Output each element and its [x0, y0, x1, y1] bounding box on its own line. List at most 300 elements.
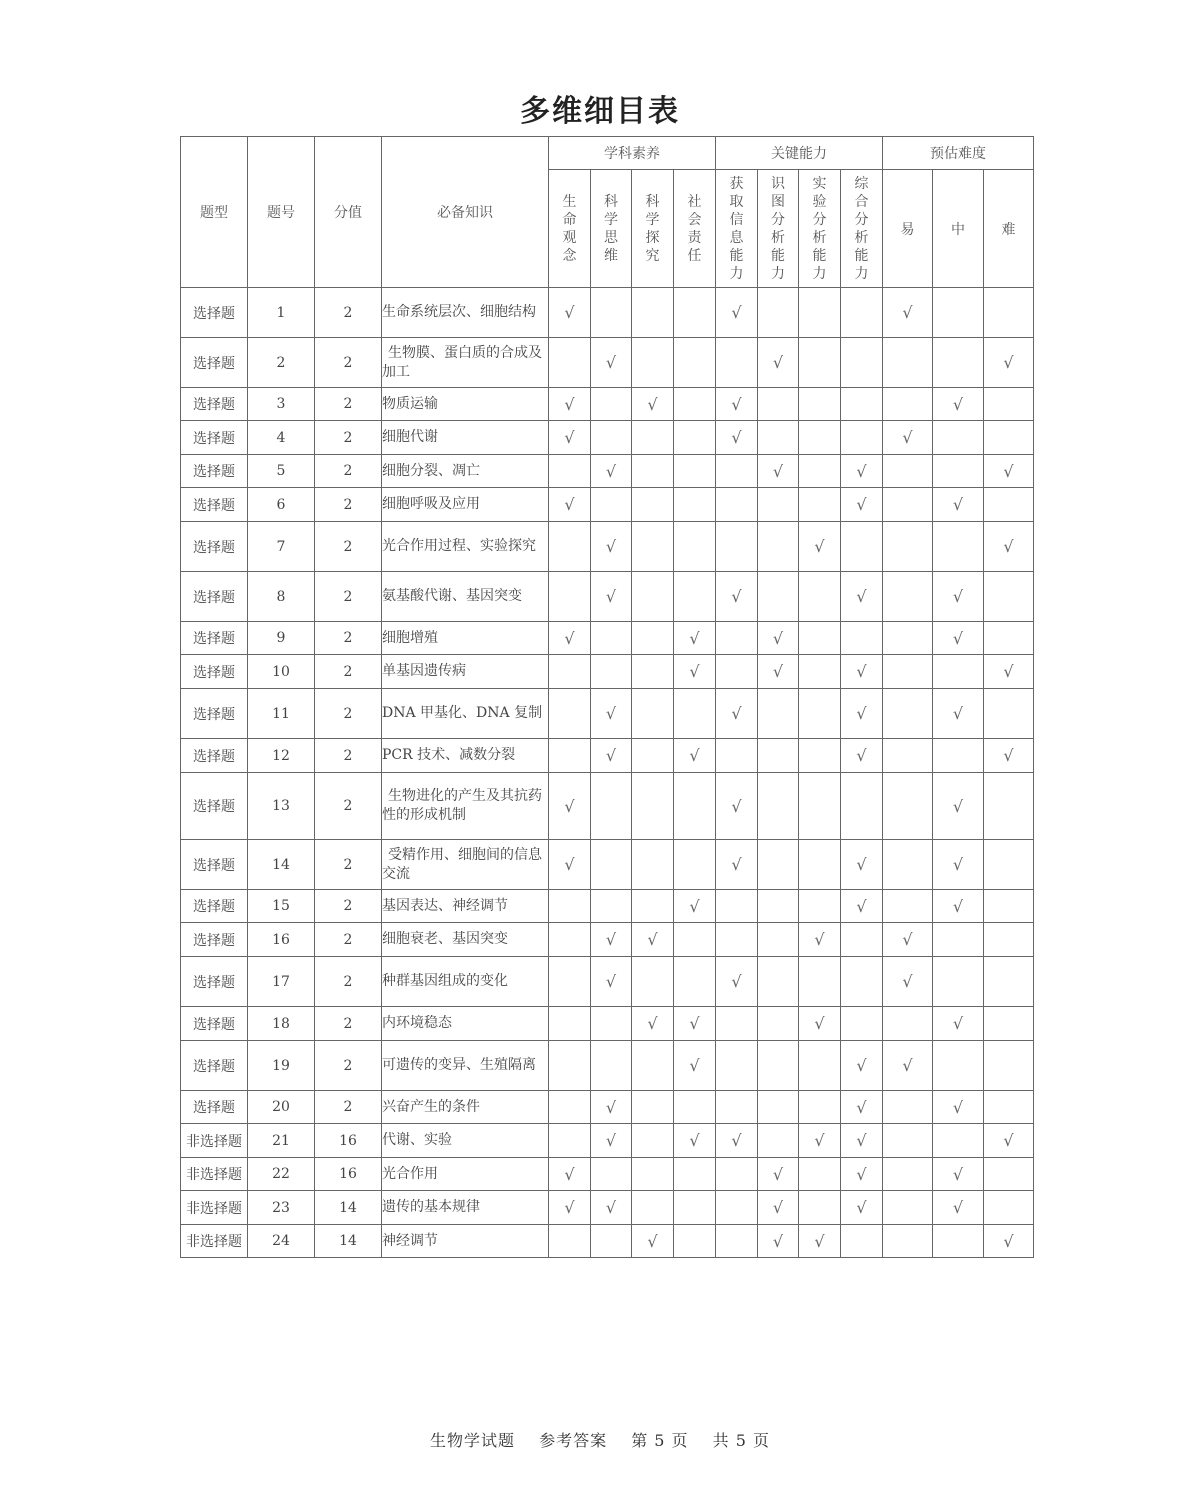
- cell-mark: [632, 572, 674, 622]
- cell-mark: [591, 488, 632, 522]
- cell-mark: [632, 388, 674, 421]
- cell-mark: [758, 1191, 799, 1225]
- cell-type: 选择题: [181, 957, 248, 1007]
- cell-number: 13: [248, 773, 315, 840]
- cell-mark: [841, 1225, 883, 1258]
- check-mark: √: [1003, 537, 1014, 556]
- cell-mark: [549, 1007, 591, 1041]
- cell-mark: [933, 455, 984, 488]
- cell-mark: [549, 890, 591, 923]
- cell-mark: [933, 689, 984, 739]
- cell-knowledge: 细胞衰老、基因突变: [382, 923, 549, 957]
- cell-mark: [674, 1191, 716, 1225]
- cell-mark: [549, 488, 591, 522]
- cell-mark: [799, 957, 841, 1007]
- cell-mark: [883, 488, 933, 522]
- check-mark: √: [772, 461, 784, 481]
- table-row: [181, 338, 1034, 388]
- cell-mark: [841, 689, 883, 739]
- check-mark: √: [689, 628, 700, 648]
- cell-mark: [591, 739, 632, 773]
- table-row: [181, 1007, 1034, 1041]
- cell-mark: [799, 288, 841, 338]
- cell-mark: [716, 388, 758, 421]
- cell-number: 15: [248, 890, 315, 923]
- cell-mark: [716, 655, 758, 689]
- cell-mark: [841, 1124, 883, 1158]
- cell-mark: [933, 1158, 984, 1191]
- cell-mark: [841, 572, 883, 622]
- cell-number: 12: [248, 739, 315, 773]
- table-row: [181, 773, 1034, 840]
- check-mark: √: [856, 662, 867, 681]
- cell-mark: [883, 1091, 933, 1124]
- table-row: [181, 923, 1034, 957]
- cell-type: 非选择题: [181, 1124, 248, 1158]
- cell-knowledge: 生物膜、蛋白质的合成及加工: [382, 338, 549, 388]
- cell-mark: [674, 288, 716, 338]
- cell-mark: [883, 739, 933, 773]
- cell-mark: [933, 957, 984, 1007]
- check-mark: √: [605, 1198, 617, 1217]
- cell-mark: [674, 522, 716, 572]
- cell-mark: [716, 1225, 758, 1258]
- cell-mark: [883, 421, 933, 455]
- cell-mark: [716, 1158, 758, 1191]
- cell-mark: [549, 773, 591, 840]
- cell-mark: [632, 622, 674, 655]
- cell-mark: [984, 288, 1034, 338]
- cell-mark: [883, 1158, 933, 1191]
- cell-mark: [933, 923, 984, 957]
- cell-mark: [758, 421, 799, 455]
- cell-mark: [591, 421, 632, 455]
- check-mark: √: [731, 972, 742, 991]
- check-mark: √: [689, 1131, 700, 1150]
- cell-mark: [632, 957, 674, 1007]
- cell-mark: [883, 338, 933, 388]
- check-mark: √: [856, 1164, 867, 1184]
- cell-mark: [883, 622, 933, 655]
- cell-mark: [883, 572, 933, 622]
- cell-mark: [549, 1225, 591, 1258]
- cell-mark: [984, 1041, 1034, 1091]
- cell-number: 17: [248, 957, 315, 1007]
- cell-mark: [883, 1007, 933, 1041]
- cell-mark: [883, 957, 933, 1007]
- cell-mark: [591, 388, 632, 421]
- cell-mark: [591, 1041, 632, 1091]
- cell-score: 2: [315, 689, 382, 739]
- cell-mark: [549, 1041, 591, 1091]
- header-sub: 获取信息能力: [716, 170, 758, 288]
- check-mark: √: [731, 428, 742, 447]
- check-mark: √: [952, 855, 964, 874]
- check-mark: √: [856, 855, 867, 874]
- cell-mark: [841, 923, 883, 957]
- check-mark: √: [564, 1164, 575, 1184]
- cell-mark: [984, 455, 1034, 488]
- cell-knowledge: 受精作用、细胞间的信息交流: [382, 840, 549, 890]
- cell-mark: [758, 1158, 799, 1191]
- cell-mark: [674, 1041, 716, 1091]
- cell-type: 选择题: [181, 1007, 248, 1041]
- cell-type: 选择题: [181, 622, 248, 655]
- cell-knowledge: 可遗传的变异、生殖隔离: [382, 1041, 549, 1091]
- cell-mark: [883, 388, 933, 421]
- check-mark: √: [902, 303, 913, 322]
- check-mark: √: [952, 796, 964, 816]
- cell-mark: [716, 923, 758, 957]
- cell-mark: [632, 1041, 674, 1091]
- cell-mark: [716, 1191, 758, 1225]
- cell-mark: [984, 957, 1034, 1007]
- cell-number: 18: [248, 1007, 315, 1041]
- check-mark: √: [605, 746, 617, 765]
- cell-number: 23: [248, 1191, 315, 1225]
- cell-mark: [632, 739, 674, 773]
- cell-mark: [716, 1124, 758, 1158]
- cell-score: 2: [315, 1091, 382, 1124]
- check-mark: √: [731, 587, 742, 606]
- check-mark: √: [902, 1056, 913, 1075]
- header-group-literacy: 学科素养: [549, 137, 716, 170]
- cell-score: 2: [315, 840, 382, 890]
- cell-mark: [716, 421, 758, 455]
- cell-mark: [841, 455, 883, 488]
- check-mark: √: [856, 1198, 867, 1217]
- check-mark: √: [689, 1056, 700, 1075]
- cell-knowledge: DNA 甲基化、DNA 复制: [382, 689, 549, 739]
- table-row: [181, 522, 1034, 572]
- cell-knowledge: 光合作用: [382, 1158, 549, 1191]
- check-mark: √: [731, 1131, 742, 1150]
- cell-mark: [933, 773, 984, 840]
- check-mark: √: [952, 1164, 964, 1184]
- cell-number: 19: [248, 1041, 315, 1091]
- cell-mark: [549, 288, 591, 338]
- check-mark: √: [1003, 746, 1014, 765]
- cell-score: 2: [315, 655, 382, 689]
- check-mark: √: [902, 930, 913, 949]
- cell-mark: [632, 421, 674, 455]
- cell-type: 非选择题: [181, 1191, 248, 1225]
- cell-mark: [841, 1091, 883, 1124]
- cell-mark: [799, 622, 841, 655]
- cell-mark: [841, 388, 883, 421]
- cell-number: 3: [248, 388, 315, 421]
- cell-type: 选择题: [181, 739, 248, 773]
- table-row: [181, 488, 1034, 522]
- cell-mark: [933, 1091, 984, 1124]
- cell-mark: [632, 689, 674, 739]
- table-row: [181, 890, 1034, 923]
- cell-mark: [841, 773, 883, 840]
- cell-mark: [841, 890, 883, 923]
- footer-page: 第 5 页: [631, 1431, 689, 1450]
- check-mark: √: [605, 461, 617, 481]
- header-sub: 综合分析能力: [841, 170, 883, 288]
- cell-mark: [841, 522, 883, 572]
- cell-number: 24: [248, 1225, 315, 1258]
- cell-mark: [632, 455, 674, 488]
- cell-mark: [716, 1041, 758, 1091]
- cell-knowledge: 细胞代谢: [382, 421, 549, 455]
- cell-type: 选择题: [181, 655, 248, 689]
- cell-type: 选择题: [181, 572, 248, 622]
- cell-mark: [632, 1091, 674, 1124]
- check-mark: √: [564, 394, 575, 414]
- cell-score: 2: [315, 388, 382, 421]
- page-footer: [0, 1428, 1200, 1451]
- cell-mark: [591, 923, 632, 957]
- check-mark: √: [772, 1231, 784, 1251]
- cell-mark: [632, 1158, 674, 1191]
- cell-mark: [933, 522, 984, 572]
- check-mark: √: [856, 587, 867, 606]
- cell-mark: [933, 655, 984, 689]
- check-mark: √: [647, 930, 658, 949]
- cell-mark: [632, 1191, 674, 1225]
- cell-mark: [984, 1225, 1034, 1258]
- cell-mark: [883, 1041, 933, 1091]
- cell-mark: [984, 773, 1034, 840]
- check-mark: √: [689, 662, 700, 681]
- header-sub: 实验分析能力: [799, 170, 841, 288]
- cell-mark: [591, 288, 632, 338]
- cell-number: 6: [248, 488, 315, 522]
- cell-mark: [549, 1091, 591, 1124]
- cell-knowledge: PCR 技术、减数分裂: [382, 739, 549, 773]
- check-mark: √: [856, 704, 867, 723]
- table-row: [181, 455, 1034, 488]
- check-mark: √: [564, 1198, 575, 1217]
- cell-number: 4: [248, 421, 315, 455]
- cell-mark: [799, 773, 841, 840]
- cell-mark: [549, 455, 591, 488]
- header-sub: 社会责任: [674, 170, 716, 288]
- check-mark: √: [689, 746, 700, 765]
- check-mark: √: [1003, 662, 1014, 681]
- cell-score: 2: [315, 288, 382, 338]
- cell-mark: [933, 1191, 984, 1225]
- check-mark: √: [564, 428, 575, 447]
- cell-mark: [758, 840, 799, 890]
- cell-mark: [883, 655, 933, 689]
- cell-knowledge: 基因表达、神经调节: [382, 890, 549, 923]
- check-mark: √: [814, 1014, 825, 1033]
- cell-mark: [758, 957, 799, 1007]
- check-mark: √: [856, 495, 867, 514]
- cell-score: 2: [315, 572, 382, 622]
- check-mark: √: [814, 930, 825, 949]
- table-row: [181, 689, 1034, 739]
- cell-mark: [984, 338, 1034, 388]
- cell-mark: [933, 338, 984, 388]
- cell-mark: [799, 655, 841, 689]
- cell-score: 2: [315, 773, 382, 840]
- cell-mark: [674, 388, 716, 421]
- cell-mark: [716, 840, 758, 890]
- cell-mark: [674, 338, 716, 388]
- check-mark: √: [856, 461, 867, 481]
- cell-mark: [984, 840, 1034, 890]
- cell-knowledge: 物质运输: [382, 388, 549, 421]
- check-mark: √: [772, 662, 784, 681]
- cell-mark: [549, 655, 591, 689]
- cell-type: 选择题: [181, 288, 248, 338]
- cell-mark: [591, 1091, 632, 1124]
- header-number: 题号: [248, 137, 315, 288]
- cell-mark: [984, 421, 1034, 455]
- cell-mark: [632, 1007, 674, 1041]
- check-mark: √: [814, 1131, 825, 1150]
- cell-mark: [716, 572, 758, 622]
- cell-mark: [933, 890, 984, 923]
- cell-mark: [984, 689, 1034, 739]
- cell-mark: [591, 773, 632, 840]
- cell-mark: [799, 488, 841, 522]
- table-row: [181, 840, 1034, 890]
- cell-mark: [758, 1007, 799, 1041]
- cell-mark: [883, 923, 933, 957]
- check-mark: √: [814, 537, 825, 556]
- cell-mark: [549, 923, 591, 957]
- table-row: [181, 1225, 1034, 1258]
- check-mark: √: [605, 1131, 617, 1150]
- cell-knowledge: 内环境稳态: [382, 1007, 549, 1041]
- cell-mark: [841, 288, 883, 338]
- check-mark: √: [1003, 353, 1014, 372]
- cell-mark: [799, 923, 841, 957]
- cell-score: 2: [315, 622, 382, 655]
- cell-mark: [883, 773, 933, 840]
- cell-mark: [933, 388, 984, 421]
- cell-mark: [549, 421, 591, 455]
- cell-mark: [758, 338, 799, 388]
- cell-score: 2: [315, 488, 382, 522]
- cell-mark: [984, 1091, 1034, 1124]
- check-mark: √: [731, 394, 742, 414]
- cell-knowledge: 细胞呼吸及应用: [382, 488, 549, 522]
- cell-mark: [632, 288, 674, 338]
- check-mark: √: [856, 1097, 867, 1117]
- cell-number: 14: [248, 840, 315, 890]
- cell-mark: [883, 840, 933, 890]
- cell-mark: [674, 1124, 716, 1158]
- cell-knowledge: 种群基因组成的变化: [382, 957, 549, 1007]
- cell-mark: [591, 957, 632, 1007]
- cell-mark: [799, 1191, 841, 1225]
- cell-mark: [841, 739, 883, 773]
- cell-mark: [841, 338, 883, 388]
- cell-score: 2: [315, 421, 382, 455]
- cell-mark: [674, 957, 716, 1007]
- cell-mark: [591, 1124, 632, 1158]
- cell-mark: [674, 739, 716, 773]
- cell-number: 8: [248, 572, 315, 622]
- cell-mark: [591, 840, 632, 890]
- check-mark: √: [856, 1056, 867, 1075]
- check-mark: √: [605, 930, 617, 949]
- check-mark: √: [647, 1014, 658, 1033]
- cell-number: 7: [248, 522, 315, 572]
- cell-mark: [933, 1225, 984, 1258]
- cell-mark: [674, 1158, 716, 1191]
- cell-number: 21: [248, 1124, 315, 1158]
- cell-mark: [674, 622, 716, 655]
- cell-mark: [632, 923, 674, 957]
- cell-mark: [933, 572, 984, 622]
- cell-mark: [674, 421, 716, 455]
- cell-mark: [716, 890, 758, 923]
- cell-number: 9: [248, 622, 315, 655]
- check-mark: √: [605, 972, 617, 991]
- cell-type: 选择题: [181, 421, 248, 455]
- cell-mark: [933, 421, 984, 455]
- cell-type: 非选择题: [181, 1158, 248, 1191]
- table-row: [181, 1091, 1034, 1124]
- cell-knowledge: 遗传的基本规律: [382, 1191, 549, 1225]
- table-row: [181, 622, 1034, 655]
- cell-mark: [933, 622, 984, 655]
- table-row: [181, 1041, 1034, 1091]
- cell-mark: [984, 388, 1034, 421]
- table-row: [181, 655, 1034, 689]
- cell-mark: [591, 655, 632, 689]
- header-sub: 识图分析能力: [758, 170, 799, 288]
- cell-mark: [674, 572, 716, 622]
- cell-mark: [674, 455, 716, 488]
- cell-mark: [984, 572, 1034, 622]
- cell-mark: [841, 488, 883, 522]
- cell-type: 选择题: [181, 840, 248, 890]
- check-mark: √: [856, 1131, 867, 1150]
- cell-mark: [883, 1191, 933, 1225]
- check-mark: √: [952, 587, 964, 606]
- check-mark: √: [1003, 1231, 1014, 1251]
- cell-mark: [799, 840, 841, 890]
- cell-knowledge: 生物进化的产生及其抗药性的形成机制: [382, 773, 549, 840]
- header-group-ability: 关键能力: [716, 137, 883, 170]
- check-mark: √: [605, 587, 617, 606]
- cell-mark: [674, 1091, 716, 1124]
- check-mark: √: [564, 628, 575, 648]
- cell-mark: [716, 488, 758, 522]
- cell-mark: [758, 488, 799, 522]
- cell-mark: [674, 923, 716, 957]
- cell-score: 2: [315, 890, 382, 923]
- cell-score: 2: [315, 957, 382, 1007]
- cell-mark: [632, 840, 674, 890]
- check-mark: √: [647, 1231, 658, 1251]
- cell-mark: [549, 338, 591, 388]
- cell-knowledge: 细胞增殖: [382, 622, 549, 655]
- cell-mark: [758, 388, 799, 421]
- header-score: 分值: [315, 137, 382, 288]
- cell-mark: [984, 923, 1034, 957]
- cell-mark: [632, 773, 674, 840]
- check-mark: √: [952, 628, 964, 648]
- cell-mark: [591, 890, 632, 923]
- cell-score: 14: [315, 1191, 382, 1225]
- table-row: [181, 288, 1034, 338]
- check-mark: √: [564, 495, 575, 514]
- cell-mark: [933, 1041, 984, 1091]
- cell-mark: [591, 338, 632, 388]
- cell-mark: [883, 689, 933, 739]
- cell-mark: [758, 1091, 799, 1124]
